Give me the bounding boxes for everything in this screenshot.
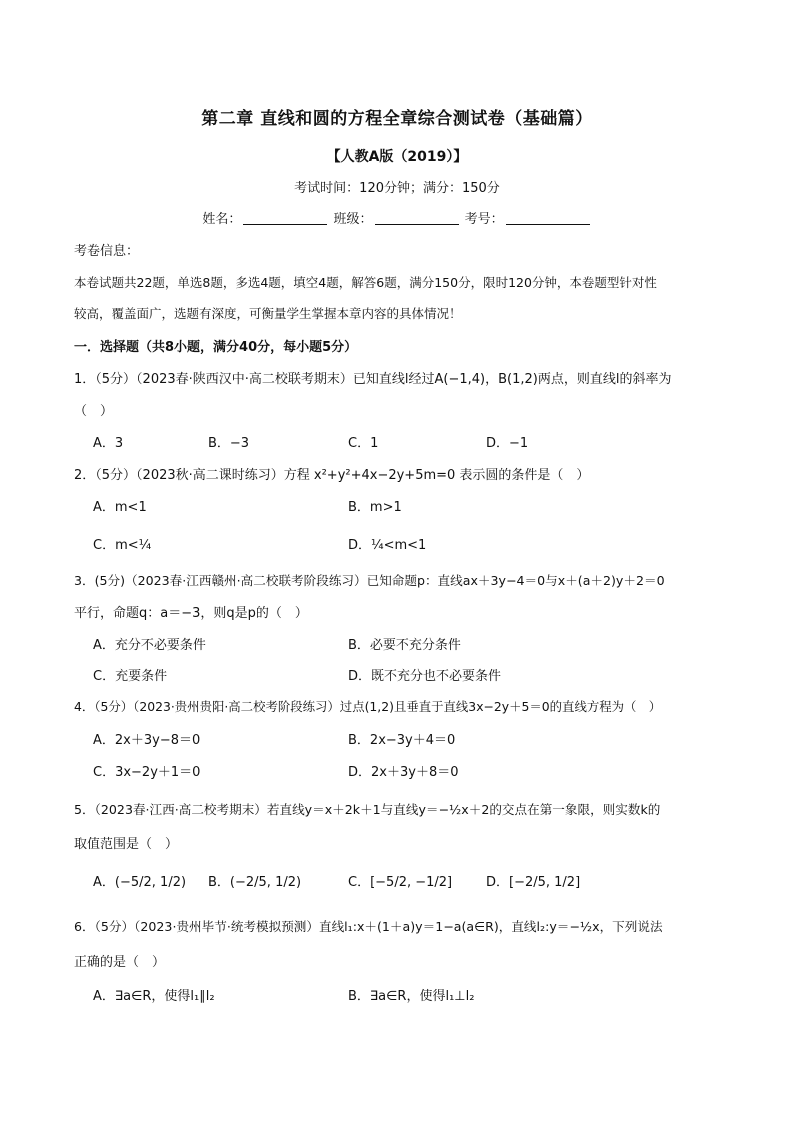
- question-5-text: 5．（2023春·江西·高二校考期末）若直线y＝x＋2k＋1与直线y＝−½x＋2的交点在第一象限，则实数k的: [74, 802, 661, 817]
- number-label: 考号：: [464, 212, 504, 227]
- q4-option-d: D．2x＋3y＋8＝0: [348, 765, 459, 780]
- question-2-text: 2．（5分）（2023秋·高二课时练习）方程 x²+y²+4x−2y+5m=0 表示圆的条件是（ ）: [74, 468, 590, 483]
- question-1-text-cont: （ ）: [74, 404, 114, 419]
- class-label: 班级：: [333, 212, 373, 227]
- class-blank[interactable]: [375, 212, 459, 225]
- section-heading: 一．选择题（共8小题，满分40分，每小题5分）: [74, 340, 358, 355]
- q2-option-a: A．m<1: [93, 500, 147, 515]
- exam-time: 考试时间：120分钟；满分：150分: [294, 181, 500, 196]
- exam-title: 第二章 直线和圆的方程全章综合测试卷（基础篇）: [201, 109, 593, 129]
- q1-option-b: B．−3: [208, 436, 250, 451]
- student-fields: [0, 208, 794, 227]
- q2-option-b: B．m>1: [348, 500, 402, 515]
- name-label: 姓名：: [202, 212, 242, 227]
- q5-option-c: C．[−5/2, −1/2]: [348, 875, 453, 890]
- q5-option-a: A．(−5/2, 1/2): [93, 875, 187, 890]
- q4-option-b: B．2x−3y＋4＝0: [348, 733, 456, 748]
- q6-option-a: A．∃a∈R，使得l₁∥l₂: [93, 989, 215, 1004]
- q5-option-d: D．[−2/5, 1/2]: [486, 875, 581, 890]
- q4-option-c: C．3x−2y＋1＝0: [93, 765, 201, 780]
- question-4-text: 4．（5分）（2023·贵州贵阳·高二校考阶段练习）过点(1,2)且垂直于直线3x−2y＋5＝0的直线方程为（ ）: [74, 699, 662, 714]
- q2-option-d: D．¼<m<1: [348, 538, 427, 553]
- edition-label: 【人教A版（2019）】: [326, 149, 468, 165]
- question-3-text-cont: 平行，命题q：a＝−3，则q是p的（ ）: [74, 606, 308, 621]
- name-blank[interactable]: [243, 212, 327, 225]
- q2-option-c: C．m<¼: [93, 538, 152, 553]
- question-3-text: 3．(5分)（2023春·江西赣州·高二校联考阶段练习）已知命题p：直线ax＋3y−4＝0与x＋(a＋2)y＋2＝0: [74, 573, 665, 588]
- question-5-text-cont: 取值范围是（ ）: [74, 837, 179, 852]
- q3-option-d: D．既不充分也不必要条件: [348, 669, 502, 684]
- q1-option-d: D．−1: [486, 436, 529, 451]
- question-6-text-cont: 正确的是（ ）: [74, 955, 166, 970]
- q3-option-a: A．充分不必要条件: [93, 638, 206, 653]
- q3-option-b: B．必要不充分条件: [348, 638, 461, 653]
- info-line-1: 本卷试题共22题，单选8题，多选4题，填空4题，解答6题，满分150分，限时120分钟，本卷题型针对性: [74, 275, 657, 290]
- q6-option-b: B．∃a∈R，使得l₁⊥l₂: [348, 989, 475, 1004]
- q4-option-a: A．2x＋3y−8＝0: [93, 733, 201, 748]
- question-6-text: 6．（5分）（2023·贵州毕节·统考模拟预测）直线l₁:x＋(1＋a)y＝1−a(a∈R)，直线l₂:y＝−½x，下列说法: [74, 919, 663, 934]
- q1-option-c: C．1: [348, 436, 379, 451]
- info-heading: 考卷信息：: [74, 244, 140, 259]
- info-line-2: 较高，覆盖面广，选题有深度，可衡量学生掌握本章内容的具体情况！: [74, 306, 462, 321]
- question-1-text: 1．（5分）（2023春·陕西汉中·高二校联考期末）已知直线l经过A(−1,4)，B(1,2)两点，则直线l的斜率为: [74, 372, 672, 387]
- q5-option-b: B．(−2/5, 1/2): [208, 875, 302, 890]
- q1-option-a: A．3: [93, 436, 124, 451]
- q3-option-c: C．充要条件: [93, 669, 168, 684]
- number-blank[interactable]: [506, 212, 590, 225]
